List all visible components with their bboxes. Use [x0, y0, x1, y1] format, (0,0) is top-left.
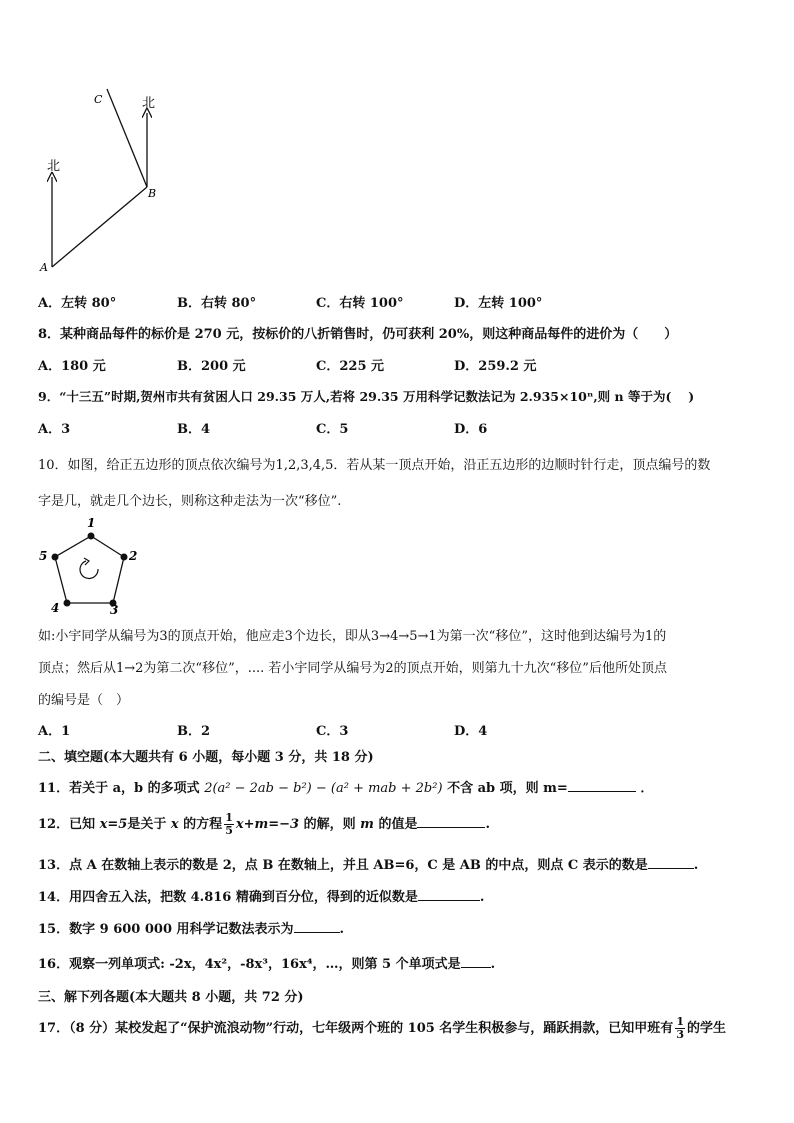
q8-text: 8．某种商品每件的标价是 270 元，按标价的八折销售时，仍可获利 20%，则这种商品每件的进价为（ ）	[38, 327, 678, 342]
q11-before: 11．若关于 a，b 的多项式	[38, 781, 200, 796]
segment-bc	[107, 89, 147, 187]
q10-option-a: A．1	[38, 724, 71, 739]
vertex-4	[64, 600, 71, 607]
q10-line2: 字是几，就走几个边长，则称这种走法为一次“移位”.	[38, 494, 342, 509]
vertex-5	[52, 554, 59, 561]
q12-eq: x+m=−3	[235, 817, 300, 832]
north-label-a: 北	[47, 159, 61, 174]
q9-option-a: A．3	[38, 422, 71, 437]
q8-option-a: A．180 元	[38, 359, 106, 374]
label-b: B	[148, 187, 157, 200]
q15-end: .	[339, 922, 345, 937]
q14-text: 14．用四舍五入法，把数 4.816 精确到百分位，得到的近似数是	[38, 890, 418, 905]
q10-line5: 的编号是（ ）	[38, 693, 130, 708]
q12-after: 的解，则	[303, 817, 356, 832]
q13-text: 13．点 A 在数轴上表示的数是 2，点 B 在数轴上，并且 AB=6，C 是 AB 的中点，则点 C 表示的数是	[38, 858, 648, 873]
vertex-label-2: 2	[129, 549, 138, 563]
vertex-label-5: 5	[39, 549, 48, 563]
q7-option-a: A．左转 80°	[38, 296, 117, 311]
q15-answer-blank[interactable]	[294, 920, 340, 933]
q16-end: .	[490, 957, 496, 972]
q17-end: 的学生	[686, 1021, 726, 1036]
q12-m: m	[360, 817, 374, 832]
q12-after2: 的值是	[378, 817, 418, 832]
pentagon-figure	[34, 514, 144, 616]
q12-x: x	[170, 817, 179, 832]
q17-text: 17．（8 分）某校发起了“保护流浪动物”行动，七年级两个班的 105 名学生积极参与，踊跃捐款，已知甲班有	[38, 1021, 674, 1036]
q10-option-d: D．4	[454, 724, 488, 739]
pentagon	[55, 536, 124, 603]
q16	[38, 953, 495, 972]
q15-text: 15．数字 9 600 000 用科学记数法表示为	[38, 922, 294, 937]
segment-ab	[52, 187, 147, 267]
q17-frac-den: 3	[676, 1028, 684, 1041]
q12-frac-den: 5	[225, 824, 233, 837]
q9-option-c: C．5	[316, 422, 349, 437]
q12-fraction	[224, 812, 234, 837]
vertex-1	[88, 533, 95, 540]
vertex-label-4: 4	[51, 601, 60, 615]
q7-option-c: C．右转 100°	[316, 296, 404, 311]
q9-option-d: D．6	[454, 422, 488, 437]
q7-option-d: D．左转 100°	[454, 296, 543, 311]
north-label-b: 北	[142, 96, 156, 111]
q7-option-b: B．右转 80°	[177, 296, 257, 311]
section2-heading: 二、填空题(本大题共有 6 小题，每小题 3 分，共 18 分)	[38, 750, 374, 765]
q9-option-b: B．4	[177, 422, 211, 437]
clockwise-arrow-icon	[80, 561, 98, 578]
q12-x5: x=5	[99, 817, 128, 832]
q11-end: ．	[640, 781, 654, 796]
q10-line3: 如:小宇同学从编号为3的顶点开始，他应走3个边长，即从3→4→5→1为第一次“移位”，这时他到达编号为1的	[38, 629, 667, 644]
q11	[38, 777, 653, 796]
q11-answer-blank[interactable]	[568, 779, 636, 792]
q17-frac-num: 1	[676, 1015, 684, 1028]
label-a: A	[40, 261, 48, 274]
q13-end: .	[693, 858, 699, 873]
q12	[38, 812, 490, 837]
q13-answer-blank[interactable]	[648, 856, 694, 869]
q8-option-c: C．225 元	[316, 359, 385, 374]
q14	[38, 886, 484, 905]
q16-answer-blank[interactable]	[461, 955, 491, 968]
vertex-label-3: 3	[110, 603, 119, 616]
q11-expression: 2(a² − 2ab − b²) − (a² + mab + 2b²)	[204, 781, 443, 796]
vertex-2	[121, 554, 128, 561]
q17	[38, 1016, 726, 1041]
vertex-label-1: 1	[87, 516, 96, 530]
compass-figure	[30, 85, 180, 280]
q9-text: 9．“十三五”时期,贺州市共有贫困人口 29.35 万人,若将 29.35 万用科学记数法记为 2.935×10ⁿ,则 n 等于为( )	[38, 389, 695, 404]
q14-answer-blank[interactable]	[418, 888, 480, 901]
q17-fraction	[675, 1016, 685, 1041]
section3-heading: 三、解下列各题(本大题共 8 小题，共 72 分)	[38, 990, 304, 1005]
q13	[38, 854, 698, 873]
q8-option-b: B．200 元	[177, 359, 246, 374]
q8-option-d: D．259.2 元	[454, 359, 537, 374]
label-c: C	[94, 93, 103, 106]
q12-before: 12．已知	[38, 817, 96, 832]
q10-option-c: C．3	[316, 724, 349, 739]
q12-end: .	[485, 817, 490, 832]
q15	[38, 918, 344, 937]
q12-frac-num: 1	[225, 811, 233, 824]
q10-option-b: B．2	[177, 724, 211, 739]
q12-mid2: 的方程	[183, 817, 223, 832]
q10-line1: 10．如图，给正五边形的顶点依次编号为1,2,3,4,5．若从某一顶点开始，沿正五边形的边顺时针行走，顶点编号的数	[38, 458, 711, 473]
q16-text: 16．观察一列单项式: -2x，4x²，-8x³，16x⁴，…，则第 5 个单项式是	[38, 957, 461, 972]
q10-line4: 顶点；然后从1→2为第二次“移位”，.... 若小宇同学从编号为2的顶点开始，则第九十九次“移位”后他所处顶点	[38, 661, 667, 676]
q12-answer-blank[interactable]	[417, 815, 485, 828]
q12-mid: 是关于	[127, 817, 167, 832]
q14-end: .	[479, 890, 485, 905]
q11-after: 不含 ab 项，则 m=	[447, 781, 568, 796]
